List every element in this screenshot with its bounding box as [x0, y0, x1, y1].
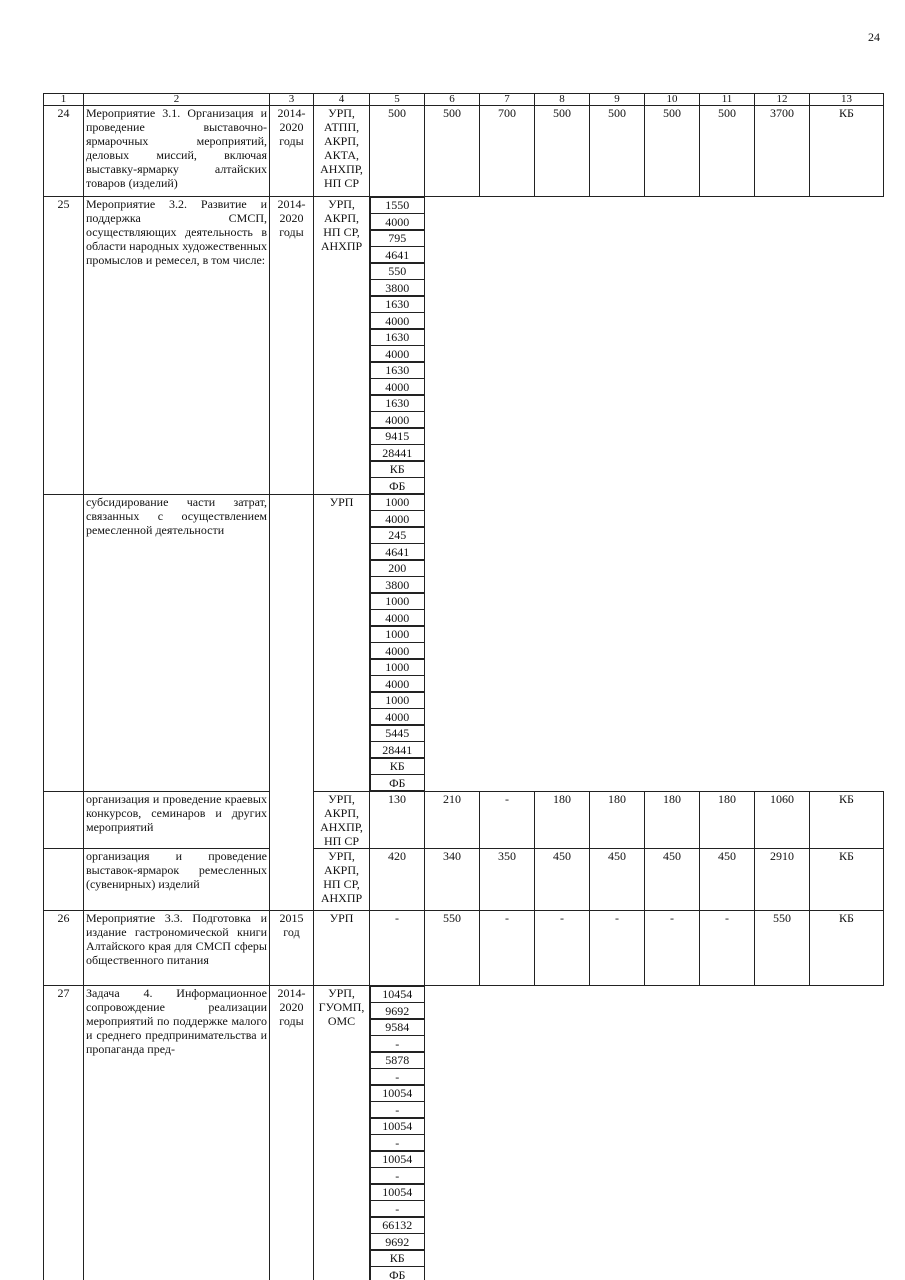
value: 340 [427, 849, 477, 863]
value: - [482, 911, 532, 925]
value: 1550 [373, 198, 422, 212]
value: 1630 [373, 396, 422, 410]
value-cell-col-9 [590, 849, 645, 911]
value: 9584 [373, 1020, 422, 1034]
funding-source-cell [810, 106, 884, 197]
value-cell-col-6 [370, 1019, 425, 1052]
value-cell-col-12 [755, 849, 810, 911]
value-cell-col-8 [535, 911, 590, 986]
measure-name: Мероприятие 3.3. Подготовка и издание гастрономической книги Алтайского края для СМСП сферы общественного питания [84, 911, 270, 986]
funding-source: КБ [812, 792, 881, 806]
table-row [44, 849, 884, 911]
value-cell-col-9 [370, 329, 425, 362]
value: 1630 [373, 330, 422, 344]
value-cell-col-5 [370, 792, 425, 849]
value-cell-col-12 [370, 1217, 425, 1250]
value: - [372, 911, 422, 925]
value: 9692 [371, 1233, 424, 1249]
row-number: 25 [44, 197, 84, 495]
value-cell-col-11 [370, 395, 425, 428]
funding-source-cell [810, 792, 884, 849]
value: - [371, 1200, 424, 1216]
value-cell-col-12 [755, 792, 810, 849]
value: 420 [372, 849, 422, 863]
value: 180 [702, 792, 752, 806]
period-cell [270, 494, 314, 792]
value: 4000 [371, 609, 424, 625]
table-row [44, 986, 884, 1280]
value-cell-col-11 [370, 1184, 425, 1217]
value: 10054 [373, 1086, 422, 1100]
value: 200 [373, 561, 422, 575]
value-cell-col-8 [535, 792, 590, 849]
value: 4000 [371, 510, 424, 526]
value: 500 [537, 106, 587, 120]
table-row [44, 106, 884, 197]
value-cell-col-12 [370, 725, 425, 758]
value: 450 [537, 849, 587, 863]
value: - [647, 911, 697, 925]
executors-cell: УРП, ГУОМП, ОМС [314, 986, 370, 1280]
column-header-12: 12 [755, 94, 810, 106]
value-cell-col-9 [370, 1118, 425, 1151]
value: - [371, 1035, 424, 1051]
value: 500 [592, 106, 642, 120]
value: 1000 [373, 627, 422, 641]
row-number [44, 792, 84, 849]
value: 10054 [373, 1119, 422, 1133]
value-cell-col-11 [700, 792, 755, 849]
row-number: 24 [44, 106, 84, 197]
value-cell-col-11 [700, 849, 755, 911]
value-cell-col-10 [645, 792, 700, 849]
value-cell-col-8 [535, 849, 590, 911]
value-cell-col-6 [425, 792, 480, 849]
value: 450 [647, 849, 697, 863]
value: 9415 [373, 429, 422, 443]
value: 5878 [373, 1053, 422, 1067]
program-table [43, 93, 884, 1280]
value-cell-col-5 [370, 494, 425, 527]
value-cell-col-10 [645, 106, 700, 197]
value: 550 [373, 264, 422, 278]
value-cell-col-8 [535, 106, 590, 197]
period-cell: 2015 год [270, 911, 314, 986]
value: 4000 [371, 411, 424, 427]
value: 4000 [371, 675, 424, 691]
funding-source: КБ [812, 911, 881, 925]
value: 450 [702, 849, 752, 863]
value-cell-col-10 [370, 659, 425, 692]
value: - [592, 911, 642, 925]
value: 10054 [373, 1152, 422, 1166]
value: 450 [592, 849, 642, 863]
value-cell-col-12 [370, 428, 425, 461]
value: 4000 [371, 345, 424, 361]
value-cell-col-5 [370, 197, 425, 230]
period-cell: 2014-2020 годы [270, 197, 314, 495]
period-cell [270, 792, 314, 849]
row-number: 27 [44, 986, 84, 1280]
value-cell-col-11 [370, 692, 425, 725]
value: 4641 [371, 543, 424, 559]
value: 550 [427, 911, 477, 925]
column-header-6: 6 [425, 94, 480, 106]
value: - [371, 1134, 424, 1150]
funding-source: КБ [373, 1251, 422, 1265]
value: 500 [647, 106, 697, 120]
value-cell-col-9 [590, 106, 645, 197]
value-cell-col-7 [480, 911, 535, 986]
executors-cell: УРП, АТПП, АКРП, АКТА, АНХПР, НП СР [314, 106, 370, 197]
funding-source-cell [370, 461, 425, 494]
value: 795 [373, 231, 422, 245]
value: 180 [537, 792, 587, 806]
value-cell-col-10 [645, 911, 700, 986]
column-header-2: 2 [84, 94, 270, 106]
value: 245 [373, 528, 422, 542]
value: 210 [427, 792, 477, 806]
value: 3800 [371, 279, 424, 295]
value: 350 [482, 849, 532, 863]
value: 180 [647, 792, 697, 806]
period-cell [270, 849, 314, 911]
funding-source: ФБ [371, 774, 424, 790]
value-cell-col-8 [370, 593, 425, 626]
value-cell-col-7 [480, 792, 535, 849]
column-header-13: 13 [810, 94, 884, 106]
value-cell-col-6 [425, 849, 480, 911]
value: 550 [757, 911, 807, 925]
value: 500 [702, 106, 752, 120]
value-cell-col-8 [370, 1085, 425, 1118]
column-header-8: 8 [535, 94, 590, 106]
value: - [371, 1068, 424, 1084]
column-header-7: 7 [480, 94, 535, 106]
value: 28441 [371, 741, 424, 757]
value: 1000 [373, 594, 422, 608]
funding-source: КБ [812, 849, 881, 863]
value: 1060 [757, 792, 807, 806]
table-row [44, 911, 884, 986]
table-row [44, 792, 884, 849]
value: 700 [482, 106, 532, 120]
value-cell-col-10 [370, 362, 425, 395]
measure-name: организация и проведение краевых конкурсов, семинаров и других мероприятий [84, 792, 270, 849]
value: 10454 [373, 987, 422, 1001]
value: 130 [372, 792, 422, 806]
row-number [44, 849, 84, 911]
value: 4000 [371, 213, 424, 229]
funding-source-cell [810, 911, 884, 986]
value: - [537, 911, 587, 925]
value-cell-col-6 [370, 527, 425, 560]
column-header-10: 10 [645, 94, 700, 106]
funding-source-cell [370, 1250, 425, 1280]
value: 1630 [373, 297, 422, 311]
funding-source: ФБ [371, 1266, 424, 1280]
period-cell: 2014-2020 годы [270, 106, 314, 197]
value: 180 [592, 792, 642, 806]
value: 5445 [373, 726, 422, 740]
value: - [371, 1101, 424, 1117]
column-header-11: 11 [700, 94, 755, 106]
value-cell-col-8 [370, 296, 425, 329]
table-row [44, 197, 884, 495]
funding-source: КБ [812, 106, 881, 120]
value-cell-col-5 [370, 106, 425, 197]
funding-source: КБ [373, 462, 422, 476]
column-header-3: 3 [270, 94, 314, 106]
measure-name: Мероприятие 3.1. Организация и проведение выставочно-ярмарочных мероприятий, деловых миссий, включая выставку-ярмарку алтайских товаров (изделий) [84, 106, 270, 197]
row-number: 26 [44, 911, 84, 986]
measure-name: Задача 4. Информационное сопровождение реализации мероприятий по поддержке малого и среднего предпринимательства и пропаганда пред- [84, 986, 270, 1280]
period-cell: 2014-2020 годы [270, 986, 314, 1280]
value: 4000 [371, 642, 424, 658]
column-header-1: 1 [44, 94, 84, 106]
value-cell-col-7 [480, 849, 535, 911]
value: 9692 [371, 1002, 424, 1018]
measure-name: организация и проведение выставок-ярмарок ремесленных (сувенирных) изделий [84, 849, 270, 911]
executors-cell: УРП, АКРП, НП СР, АНХПР [314, 849, 370, 911]
table-row [44, 494, 884, 792]
value: 2910 [757, 849, 807, 863]
column-header-4: 4 [314, 94, 370, 106]
value-cell-col-12 [755, 106, 810, 197]
value-cell-col-6 [425, 106, 480, 197]
funding-source-cell [810, 849, 884, 911]
value-cell-col-9 [590, 792, 645, 849]
value-cell-col-5 [370, 911, 425, 986]
value-cell-col-9 [590, 911, 645, 986]
row-number [44, 494, 84, 792]
header-row [44, 94, 884, 106]
value: - [482, 792, 532, 806]
value: 4000 [371, 708, 424, 724]
value: 4000 [371, 312, 424, 328]
value-cell-col-9 [370, 626, 425, 659]
value-cell-col-7 [370, 1052, 425, 1085]
page-number: 24 [868, 30, 880, 45]
value-cell-col-6 [425, 911, 480, 986]
column-header-5: 5 [370, 94, 425, 106]
value: 1000 [373, 660, 422, 674]
value-cell-col-5 [370, 849, 425, 911]
value-cell-col-7 [370, 263, 425, 296]
value: 1000 [373, 693, 422, 707]
value-cell-col-5 [370, 986, 425, 1019]
value-cell-col-10 [645, 849, 700, 911]
column-header-9: 9 [590, 94, 645, 106]
value-cell-col-12 [755, 911, 810, 986]
measure-name: субсидирование части затрат, связанных с осуществлением ремесленной деятельности [84, 494, 270, 792]
value-cell-col-7 [370, 560, 425, 593]
value: - [371, 1167, 424, 1183]
value: 500 [372, 106, 422, 120]
value-cell-col-7 [480, 106, 535, 197]
measure-name: Мероприятие 3.2. Развитие и поддержка СМСП, осуществляющих деятельность в области народных художественных промыслов и ремесел, в том числе: [84, 197, 270, 495]
value: 28441 [371, 444, 424, 460]
funding-source: ФБ [371, 477, 424, 493]
value-cell-col-11 [700, 106, 755, 197]
value-cell-col-6 [370, 230, 425, 263]
executors-cell: УРП, АКРП, АНХПР, НП СР [314, 792, 370, 849]
funding-source: КБ [373, 759, 422, 773]
value: 66132 [373, 1218, 422, 1232]
funding-source-cell [370, 758, 425, 791]
value: 500 [427, 106, 477, 120]
value: 1000 [373, 495, 422, 509]
value-cell-col-11 [700, 911, 755, 986]
value: 3800 [371, 576, 424, 592]
value: 4000 [371, 378, 424, 394]
value: 1630 [373, 363, 422, 377]
value: 4641 [371, 246, 424, 262]
value-cell-col-10 [370, 1151, 425, 1184]
executors-cell: УРП, АКРП, НП СР, АНХПР [314, 197, 370, 495]
value: 3700 [757, 106, 807, 120]
executors-cell: УРП [314, 911, 370, 986]
value: 10054 [373, 1185, 422, 1199]
executors-cell: УРП [314, 494, 370, 792]
value: - [702, 911, 752, 925]
